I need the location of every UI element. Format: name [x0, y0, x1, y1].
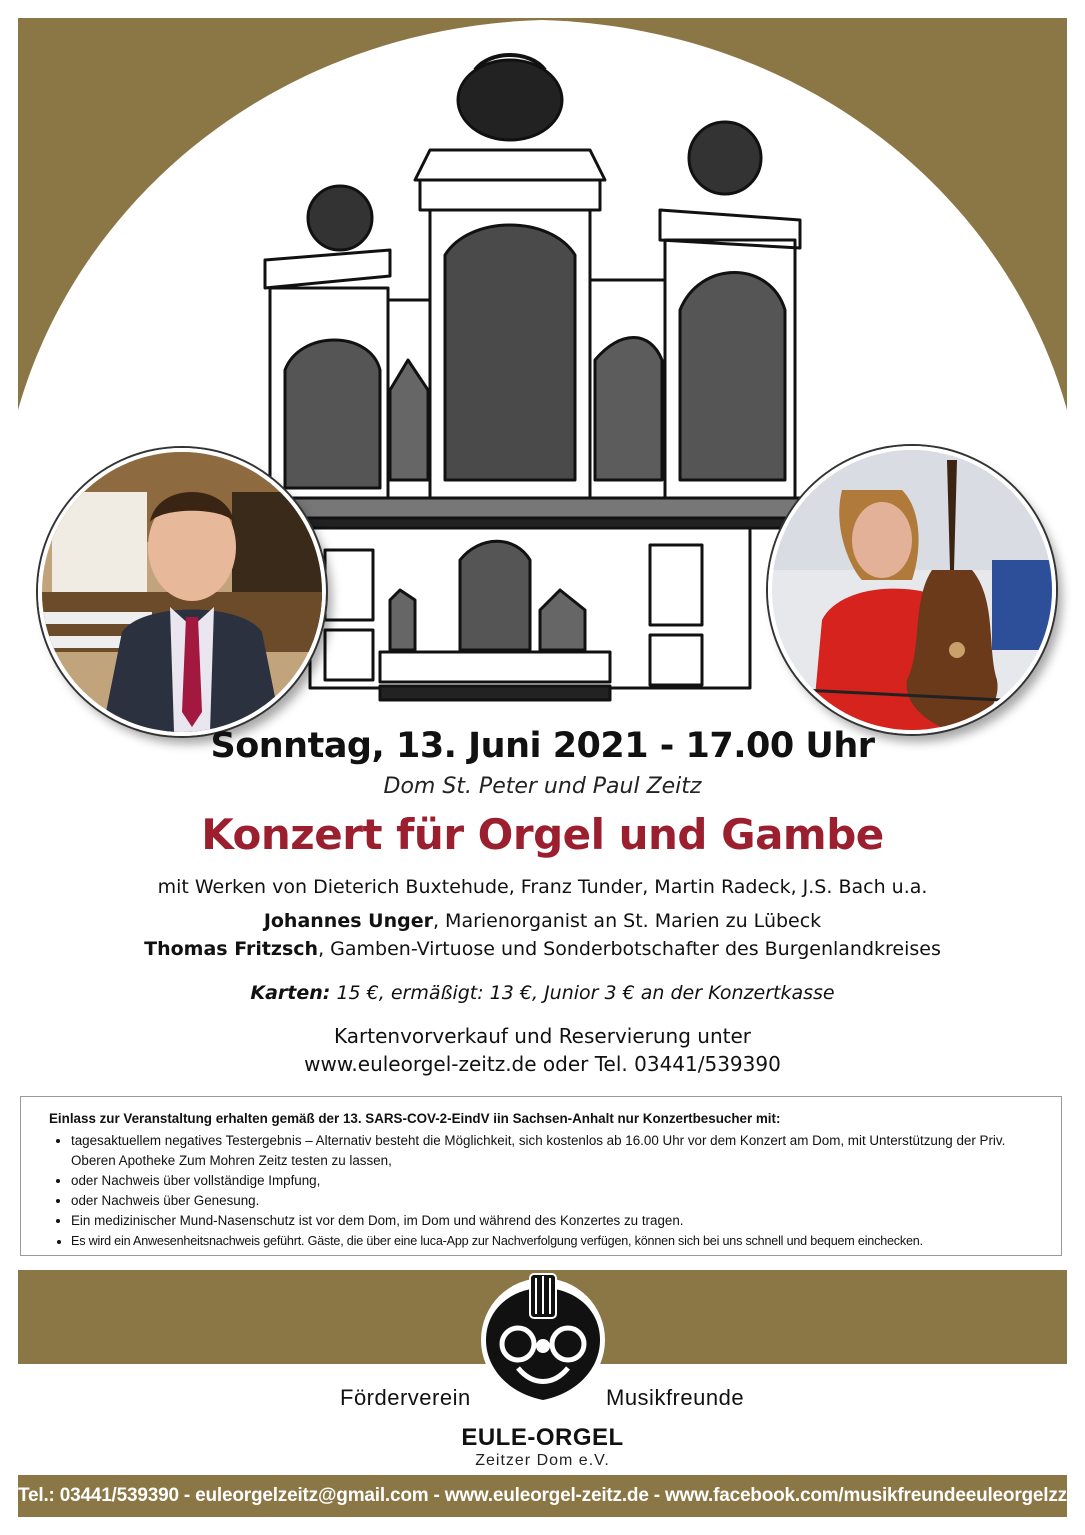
- performer-name: Thomas Fritzsch: [144, 938, 319, 960]
- notice-list: [49, 1131, 1045, 1251]
- performer-line: [0, 938, 1085, 960]
- notice-item: • Es wird ein Anwesenheitsnachweis geführt. Gäste, die über eine luca-App zur Nachverfolgung verfügen, können sich bei uns schnell und bequem einchecken.: [71, 1231, 1045, 1251]
- logo-title: EULE-ORGEL: [461, 1424, 624, 1451]
- notice-item: • Ein medizinischer Mund-Nasenschutz ist vor dem Dom, im Dom und während des Konzertes zu tragen.: [71, 1211, 1045, 1231]
- tickets-text: 15 €, ermäßigt: 13 €, Junior 3 € an der Konzertkasse: [330, 982, 835, 1004]
- performer-role: , Gamben-Virtuose und Sonderbotschafter des Burgenlandkreises: [318, 938, 941, 960]
- organ-drawing: [240, 40, 840, 720]
- eule-orgel-logo: [478, 1268, 608, 1410]
- notice-item: • oder Nachweis über vollständige Impfung,: [71, 1171, 1045, 1191]
- ticket-prices: [0, 982, 1085, 1004]
- event-venue: Dom St. Peter und Paul Zeitz: [383, 774, 702, 799]
- notice-item: • oder Nachweis über Genesung.: [71, 1191, 1045, 1211]
- performer-name: Johannes Unger: [263, 910, 433, 932]
- performer-line: [0, 910, 1085, 932]
- notice-item: • tagesaktuellem negatives Testergebnis – Alternativ besteht die Möglichkeit, sich kostenlos ab 16.00 Uhr vor dem Konzert am Dom, mit Unterstützung der Priv. Oberen Apotheke Zum Mohren Zeitz testen zu lassen,: [71, 1131, 1045, 1171]
- contact-footer: Tel.: 03441/539390 - euleorgelzeitz@gmail.com - www.euleorgel-zeitz.de - www.facebook.com/musikfreundeeuleorgelzz: [18, 1475, 1067, 1517]
- presale-contact: www.euleorgel-zeitz.de oder Tel. 03441/539390: [304, 1052, 781, 1076]
- tickets-label: Karten:: [250, 982, 331, 1004]
- presale-line: Kartenvorverkauf und Reservierung unter: [334, 1024, 751, 1048]
- event-date-time: Sonntag, 13. Juni 2021 - 17.00 Uhr: [210, 726, 875, 766]
- performer-role: , Marienorganist an St. Marien zu Lübeck: [432, 910, 822, 932]
- logo-text-right: Musikfreunde: [606, 1385, 745, 1410]
- notice-heading: Einlass zur Veranstaltung erhalten gemäß der 13. SARS-COV-2-EindV iin Sachsen-Anhalt nur Konzertbesucher mit:: [49, 1111, 781, 1126]
- portrait-gamba-player: [768, 446, 1056, 734]
- covid-notice-box: [20, 1096, 1062, 1256]
- logo-subtitle: Zeitzer Dom e.V.: [475, 1452, 610, 1469]
- concert-title: Konzert für Orgel und Gambe: [201, 810, 884, 859]
- logo-text-left: Förderverein: [340, 1385, 471, 1410]
- works-description: mit Werken von Dieterich Buxtehude, Franz Tunder, Martin Radeck, J.S. Bach u.a.: [157, 876, 928, 898]
- portrait-organist: [38, 448, 326, 736]
